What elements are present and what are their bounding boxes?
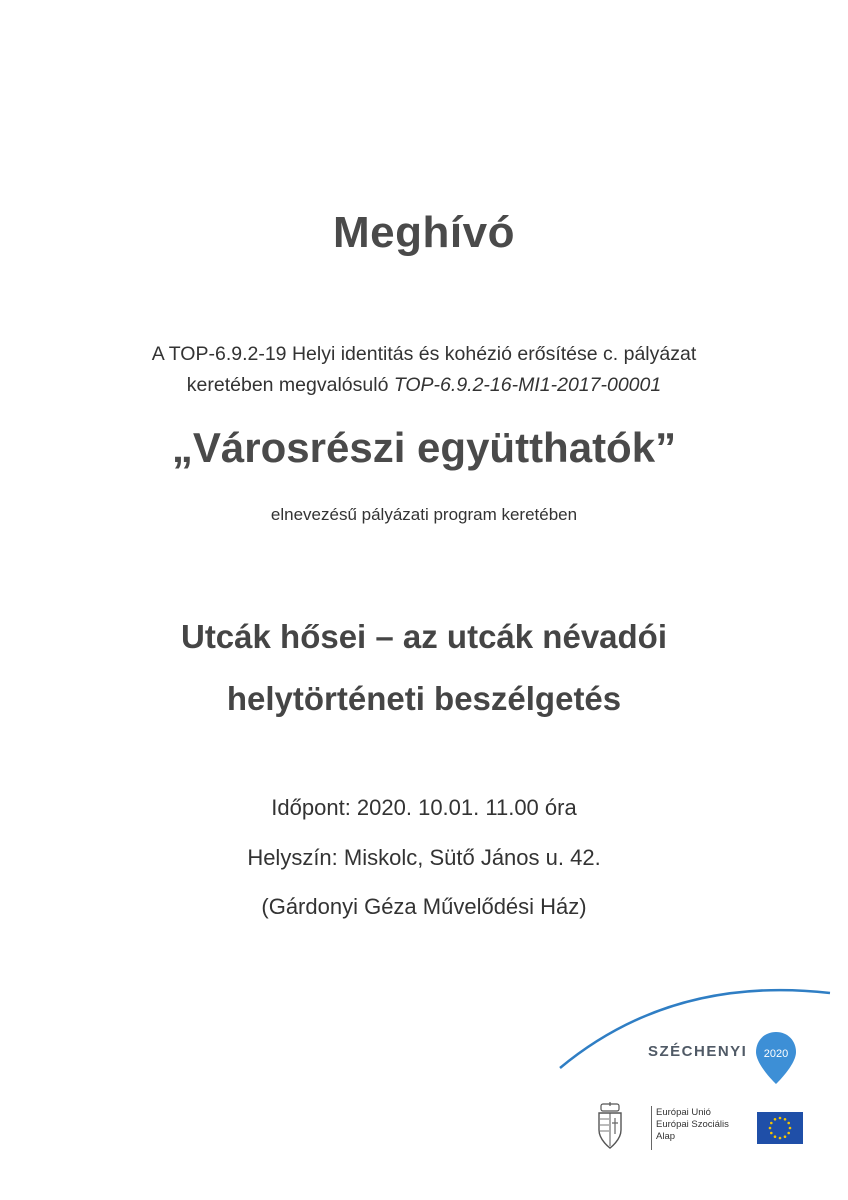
eu-divider: [651, 1106, 652, 1150]
project-code: TOP-6.9.2-16-MI1-2017-00001: [393, 374, 662, 396]
intro-prefix: keretében megvalósuló: [186, 374, 394, 396]
event-title-line-2: helytörténeti beszélgetés: [226, 680, 622, 717]
page-title: Meghívó: [333, 208, 515, 257]
project-name: „Városrészi együtthatók”: [171, 424, 677, 471]
hungarian-coat-of-arms-icon: [594, 1102, 626, 1150]
intro-line-1: A TOP-6.9.2-19 Helyi identitás és kohézió erősítése c. pályázat: [151, 343, 697, 365]
event-time: Időpont: 2020. 10.01. 11.00 óra: [271, 795, 577, 820]
szechenyi-logo-label: SZÉCHENYI: [648, 1043, 748, 1060]
szechenyi-pin-icon: [754, 1030, 798, 1086]
event-venue: (Gárdonyi Géza Művelődési Ház): [261, 894, 587, 919]
event-place: Helyszín: Miskolc, Sütő János u. 42.: [247, 845, 601, 870]
szechenyi-year: 2020: [763, 1048, 789, 1060]
eu-label: [656, 1107, 729, 1143]
event-title-line-1: Utcák hősei – az utcák névadói: [180, 618, 668, 655]
project-subline: elnevezésű pályázati program keretében: [270, 505, 578, 524]
eu-flag-icon: [757, 1112, 803, 1144]
eu-line-3: Alap: [656, 1131, 676, 1142]
eu-line-2: Európai Szociális: [656, 1119, 729, 1130]
eu-line-1: Európai Unió: [656, 1107, 711, 1118]
